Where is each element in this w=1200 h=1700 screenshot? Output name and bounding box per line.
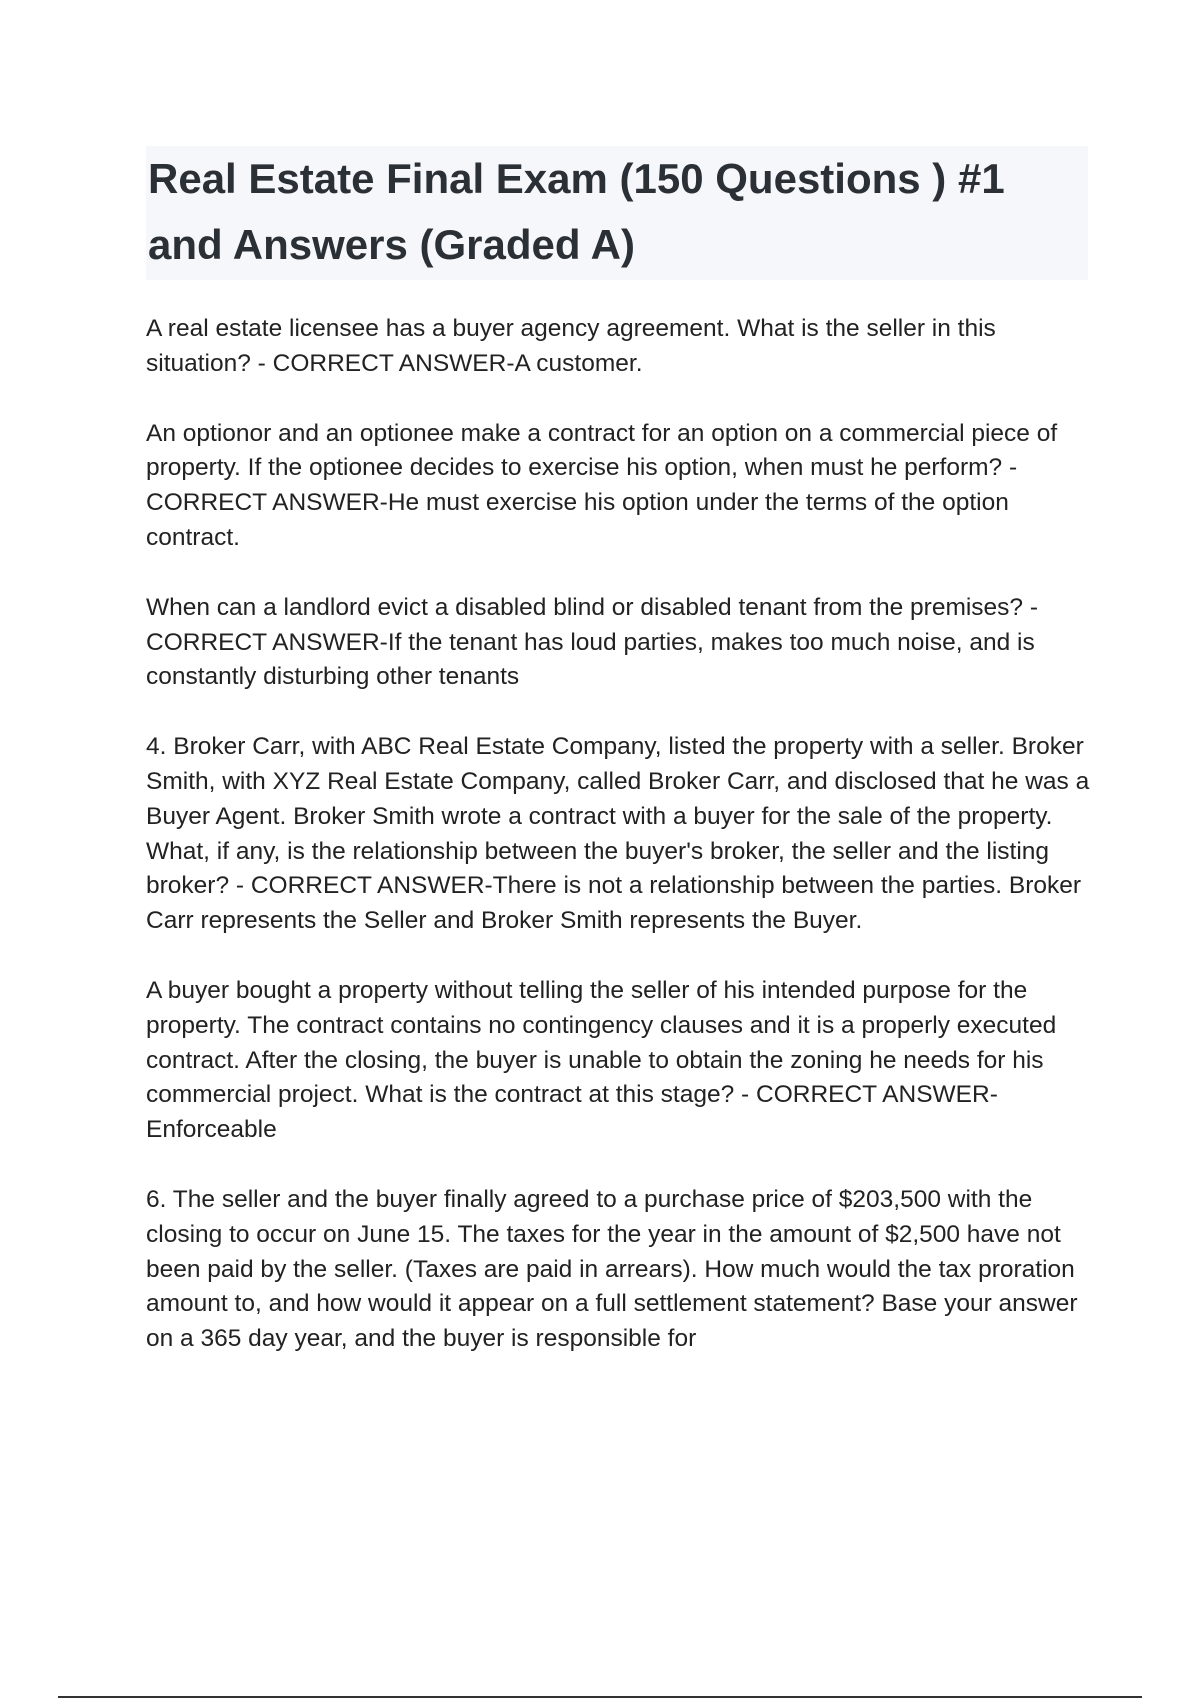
title-block [146,146,1088,280]
page-bottom-rule [58,1696,1142,1698]
qa-item-3: When can a landlord evict a disabled blind or disabled tenant from the premises? - CORRECT ANSWER-If the tenant has loud parties, makes too much noise, and is constantly disturbing other tenants [146,593,1039,691]
qa-item-6: 6. The seller and the buyer finally agreed to a purchase price of $203,500 with the closing to occur on June 15. The taxes for the year in the amount of $2,500 have not been paid by the seller. (Taxes are paid in arrears). How much would the tax proration amount to, and how would it appear on a full settlement statement? Base your answer on a 365 day year, and the buyer is responsible for [146,1185,1078,1353]
qa-list [146,312,1096,1392]
document-title: Real Estate Final Exam (150 Questions ) #1 and Answers (Graded A) [148,155,1005,268]
qa-item-4: 4. Broker Carr, with ABC Real Estate Company, listed the property with a seller. Broker Smith, with XYZ Real Estate Company, called Broker Carr, and disclosed that he was a Buyer Agent. Broker Smith wrote a contract with a buyer for the sale of the property. What, if any, is the relationship between the buyer's broker, the seller and the listing broker? - CORRECT ANSWER-There is not a relationship between the parties. Broker Carr represents the Seller and Broker Smith represents the Buyer. [146,733,1090,935]
qa-item-5: A buyer bought a property without telling the seller of his intended purpose for the property. The contract contains no contingency clauses and it is a properly executed contract. After the closing, the buyer is unable to obtain the zoning he needs for his commercial project. What is the contract at this stage? - CORRECT ANSWER-Enforceable [146,976,1057,1144]
qa-item-1: A real estate licensee has a buyer agency agreement. What is the seller in this situation? - CORRECT ANSWER-A customer. [146,315,996,377]
qa-item-2: An optionor and an optionee make a contract for an option on a commercial piece of property. If the optionee decides to exercise his option, when must he perform? - CORRECT ANSWER-He must exercise his option under the terms of the option contract. [146,419,1058,551]
